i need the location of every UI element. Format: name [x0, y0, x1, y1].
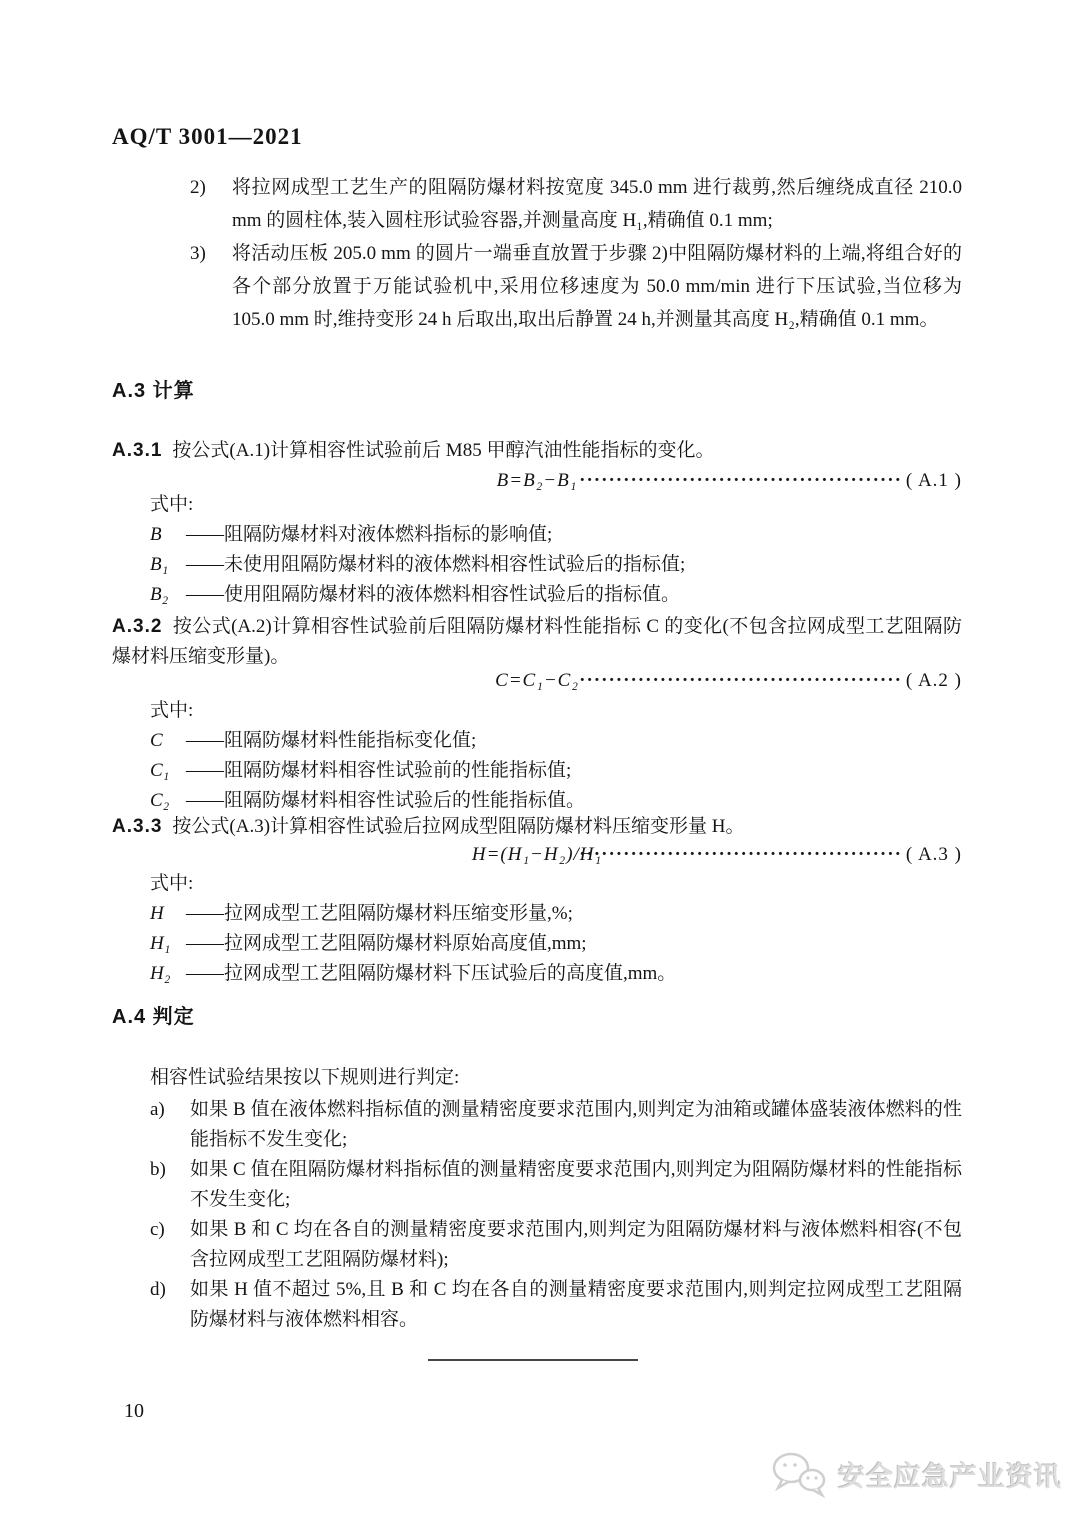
- formula-a1-label: ( A.1 ): [905, 470, 962, 491]
- formula-a2-row: [112, 666, 962, 696]
- definition-text: ——使用阻隔防爆材料的液体燃料相容性试验后的指标值。: [186, 584, 681, 605]
- item-label: a): [150, 1099, 165, 1120]
- formula-a3-row: [112, 840, 962, 870]
- variable-h2: H₂: [150, 963, 171, 984]
- definition-row: [150, 959, 962, 989]
- item-text: 如果 B 值在液体燃料指标值的测量精密度要求范围内,则判定为油箱或罐体盛装液体燃料的性能指标不发生变化;: [190, 1099, 962, 1150]
- definition-text: ——阻隔防爆材料性能指标变化值;: [186, 730, 477, 751]
- where-block-a3: [150, 869, 962, 989]
- variable-b2: B₂: [150, 584, 169, 605]
- section-heading-a4: A.4 判定: [112, 1006, 195, 1028]
- list-item-b: [150, 1155, 962, 1215]
- item-label: c): [150, 1219, 165, 1240]
- clause-a33: [112, 812, 962, 842]
- item-label: b): [150, 1159, 166, 1180]
- where-block-a2: [150, 696, 962, 816]
- variable-h: H: [150, 903, 164, 924]
- clause-text: 按公式(A.2)计算相容性试验前后阻隔防爆材料性能指标 C 的变化(不包含拉网成型工艺阻隔防爆材料压缩变形量)。: [112, 616, 962, 667]
- clause-text: 按公式(A.1)计算相容性试验前后 M85 甲醇汽油性能指标的变化。: [172, 440, 715, 461]
- definition-row: [150, 726, 962, 756]
- step-label: 2): [190, 177, 206, 198]
- clause-a31: [112, 436, 962, 466]
- procedure-step-3: [190, 237, 962, 336]
- watermark-brand-text: 安全应急产业资讯: [838, 1461, 1062, 1492]
- procedure-step-2: [190, 171, 962, 237]
- judgement-intro: 相容性试验结果按以下规则进行判定:: [150, 1067, 460, 1088]
- where-block-a1: [150, 490, 962, 610]
- end-of-text-rule: [428, 1359, 638, 1361]
- dotted-leader: ············································: [579, 470, 902, 491]
- dotted-leader: ············································: [579, 844, 902, 865]
- list-item-a: [150, 1095, 962, 1155]
- definition-text: ——未使用阻隔防爆材料的液体燃料相容性试验后的指标值;: [186, 554, 686, 575]
- watermark-footer: [768, 1450, 1062, 1498]
- definition-row: [150, 580, 962, 610]
- definition-text: ——拉网成型工艺阻隔防爆材料下压试验后的高度值,mm。: [186, 963, 677, 984]
- dotted-leader: ············································: [579, 670, 902, 691]
- item-text: 如果 C 值在阻隔防爆材料指标值的测量精密度要求范围内,则判定为阻隔防爆材料的性能指标不发生变化;: [190, 1159, 962, 1210]
- section-heading-a3: A.3 计算: [112, 380, 195, 402]
- definition-row: [150, 550, 962, 580]
- item-text: 如果 B 和 C 均在各自的测量精密度要求范围内,则判定为阻隔防爆材料与液体燃料相容(不包含拉网成型工艺阻隔防爆材料);: [190, 1219, 962, 1270]
- where-intro: 式中:: [150, 873, 194, 894]
- page-number: 10: [124, 1400, 144, 1422]
- formula-a2-label: ( A.2 ): [905, 670, 962, 691]
- item-text: 如果 H 值不超过 5%,且 B 和 C 均在各自的测量精密度要求范围内,则判定拉网成型工艺阻隔防爆材料与液体燃料相容。: [190, 1279, 962, 1330]
- where-intro: 式中:: [150, 700, 194, 721]
- definition-row: [150, 929, 962, 959]
- definition-row: [150, 899, 962, 929]
- judgement-rules-list: [150, 1095, 962, 1335]
- variable-h1: H₁: [150, 933, 171, 954]
- clause-number: A.3.2: [112, 616, 163, 637]
- standard-number-header: AQ/T 3001—2021: [112, 124, 303, 149]
- list-item-c: [150, 1215, 962, 1275]
- step-label: 3): [190, 243, 206, 264]
- formula-a2-expression: C=C₁−C₂: [495, 670, 579, 691]
- definition-text: ——阻隔防爆材料对液体燃料指标的影响值;: [186, 524, 553, 545]
- step-text: 将拉网成型工艺生产的阻隔防爆材料按宽度 345.0 mm 进行裁剪,然后缠绕成直径 210.0 mm 的圆柱体,装入圆柱形试验容器,并测量高度 H₁,精确值 0.1 mm;: [232, 177, 962, 231]
- definition-row: [150, 520, 962, 550]
- clause-text: 按公式(A.3)计算相容性试验后拉网成型阻隔防爆材料压缩变形量 H。: [172, 816, 745, 837]
- list-item-d: [150, 1275, 962, 1335]
- clause-a32: [112, 612, 962, 672]
- definition-text: ——阻隔防爆材料相容性试验后的性能指标值。: [186, 790, 586, 811]
- definition-text: ——阻隔防爆材料相容性试验前的性能指标值;: [186, 760, 572, 781]
- wechat-chat-bubbles-icon: [768, 1450, 830, 1498]
- clause-number: A.3.3: [112, 816, 163, 837]
- variable-b: B: [150, 524, 162, 545]
- formula-a3-label: ( A.3 ): [905, 844, 962, 865]
- formula-a1-expression: B=B₂−B₁: [496, 470, 578, 491]
- formula-a3-expression: H=(H₁−H₂)/H₁: [471, 844, 603, 865]
- where-intro: 式中:: [150, 494, 194, 515]
- variable-c: C: [150, 730, 163, 751]
- step-text: 将活动压板 205.0 mm 的圆片一端垂直放置于步骤 2)中阻隔防爆材料的上端,将组合好的各个部分放置于万能试验机中,采用位移速度为 50.0 mm/min 进行下压试验,当位移为 105.0 mm 时,维持变形 24 h 后取出,取出后静置 24 h,并测量其高度 H₂,精确值 0.1 mm。: [232, 243, 962, 330]
- variable-c1: C₁: [150, 760, 170, 781]
- definition-row: [150, 756, 962, 786]
- variable-b1: B₁: [150, 554, 169, 575]
- item-label: d): [150, 1279, 166, 1300]
- clause-number: A.3.1: [112, 440, 163, 461]
- definition-text: ——拉网成型工艺阻隔防爆材料原始高度值,mm;: [186, 933, 587, 954]
- variable-c2: C₂: [150, 790, 170, 811]
- definition-text: ——拉网成型工艺阻隔防爆材料压缩变形量,%;: [186, 903, 573, 924]
